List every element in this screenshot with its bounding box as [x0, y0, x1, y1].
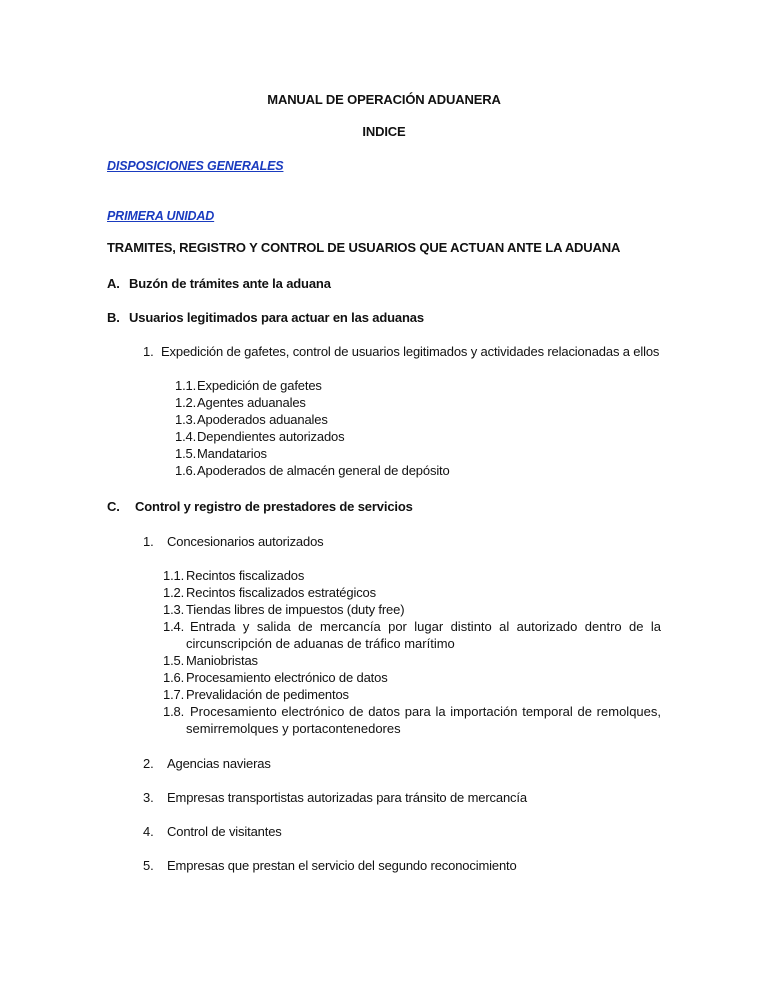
list-item: Apoderados aduanales — [197, 412, 328, 427]
list-item-number: 1.4. — [175, 429, 197, 444]
list-item: Recintos fiscalizados — [186, 568, 305, 583]
list-item: Apoderados de almacén general de depósito — [197, 463, 450, 478]
list-item-number: 1.8. — [163, 704, 185, 719]
list-item: Empresas que prestan el servicio del segundo reconocimiento — [167, 858, 517, 873]
list-item-continuation: circunscripción de aduanas de tráfico marítimo — [186, 636, 455, 651]
list-item-number: 2. — [143, 756, 154, 771]
section-c-text: Control y registro de prestadores de servicios — [135, 499, 413, 514]
index-heading: INDICE — [362, 124, 406, 139]
list-item: Control de visitantes — [167, 824, 282, 839]
list-item-number: 1.5. — [175, 446, 197, 461]
list-item: Maniobristas — [186, 653, 258, 668]
list-item-number: 1.7. — [163, 687, 185, 702]
section-c-item-1-text: Concesionarios autorizados — [167, 534, 324, 549]
document-title: MANUAL DE OPERACIÓN ADUANERA — [267, 92, 501, 107]
list-item: Tiendas libres de impuestos (duty free) — [186, 602, 405, 617]
list-item-number: 1.6. — [175, 463, 197, 478]
list-item-continuation: semirremolques y portacontenedores — [186, 721, 401, 736]
section-a-letter: A. — [107, 276, 120, 291]
list-item-number: 1.2. — [175, 395, 197, 410]
list-item: Recintos fiscalizados estratégicos — [186, 585, 376, 600]
list-item-number: 1.6. — [163, 670, 185, 685]
list-item: Agentes aduanales — [197, 395, 306, 410]
list-item: Prevalidación de pedimentos — [186, 687, 349, 702]
section-c-item-1-num: 1. — [143, 534, 154, 549]
list-item-number: 1.5. — [163, 653, 185, 668]
section-c-letter: C. — [107, 499, 120, 514]
list-item: Agencias navieras — [167, 756, 271, 771]
list-item-number: 1.4. — [163, 619, 185, 634]
main-heading: TRAMITES, REGISTRO Y CONTROL DE USUARIOS QUE ACTUAN ANTE LA ADUANA — [107, 240, 621, 255]
list-item: Procesamiento electrónico de datos — [186, 670, 388, 685]
list-item-number: 5. — [143, 858, 154, 873]
list-item: Procesamiento electrónico de datos para la importación temporal de remolques, — [190, 704, 661, 719]
section-a-text: Buzón de trámites ante la aduana — [129, 276, 331, 291]
link-primera-unidad[interactable]: PRIMERA UNIDAD — [107, 209, 215, 223]
list-item: Expedición de gafetes — [197, 378, 322, 393]
list-item-number: 1.3. — [163, 602, 185, 617]
section-b-item-1-text: Expedición de gafetes, control de usuarios legitimados y actividades relacionadas a ellos — [161, 344, 660, 359]
list-item-number: 1.3. — [175, 412, 197, 427]
list-item-number: 3. — [143, 790, 154, 805]
list-item-number: 1.1. — [175, 378, 197, 393]
list-item: Entrada y salida de mercancía por lugar distinto al autorizado dentro de la — [190, 619, 661, 634]
list-item-number: 1.1. — [163, 568, 185, 583]
list-item: Dependientes autorizados — [197, 429, 345, 444]
list-item-number: 1.2. — [163, 585, 185, 600]
section-b-letter: B. — [107, 310, 120, 325]
section-b-item-1-num: 1. — [143, 344, 154, 359]
link-disposiciones-generales[interactable]: DISPOSICIONES GENERALES — [107, 159, 284, 173]
section-b-text: Usuarios legitimados para actuar en las aduanas — [129, 310, 424, 325]
list-item-number: 4. — [143, 824, 154, 839]
list-item: Mandatarios — [197, 446, 267, 461]
list-item: Empresas transportistas autorizadas para tránsito de mercancía — [167, 790, 527, 805]
